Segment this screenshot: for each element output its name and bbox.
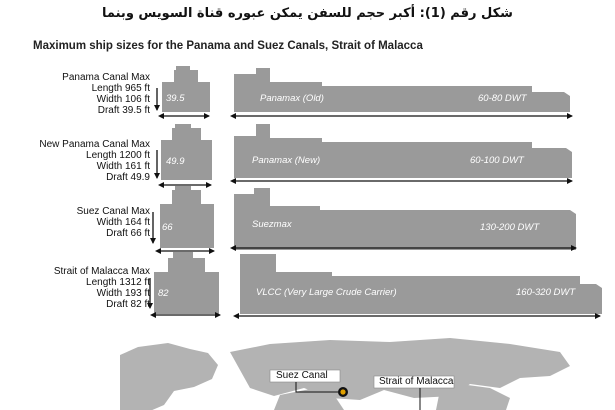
dwt-suez: 130-200 DWT bbox=[480, 222, 540, 233]
label-line: Length 1312 ft bbox=[86, 277, 150, 288]
label-line: Width 161 ft bbox=[96, 161, 150, 172]
draft-value-panama-new: 49.9 bbox=[166, 156, 185, 167]
figure-caption: شكل رقم (1): أكبر حجم للسفن يمكن عبوره قناة السويس وبنما bbox=[102, 6, 513, 21]
ship-name-panama-new: Panamax (New) bbox=[252, 155, 321, 166]
ship-front-view bbox=[162, 66, 210, 112]
label-line: Panama Canal Max bbox=[62, 72, 150, 83]
label-line: Draft 82 ft bbox=[106, 299, 150, 310]
label-line: Draft 39.5 ft bbox=[97, 105, 150, 116]
draft-value-malacca: 82 bbox=[158, 288, 169, 299]
label-line: Width 164 ft bbox=[96, 217, 150, 228]
draft-value-panama-old: 39.5 bbox=[166, 93, 185, 104]
label-line: Width 106 ft bbox=[96, 94, 150, 105]
row-suez bbox=[153, 186, 576, 251]
ship-name-panama-old: Panamax (Old) bbox=[260, 93, 324, 104]
ship-name-malacca: VLCC (Very Large Crude Carrier) bbox=[256, 287, 397, 298]
dwt-malacca: 160-320 DWT bbox=[516, 287, 576, 298]
dwt-panama-old: 60-80 DWT bbox=[478, 93, 527, 104]
ship-side-view bbox=[234, 124, 572, 178]
world-map bbox=[118, 330, 578, 410]
row-malacca bbox=[150, 252, 602, 316]
label-line: Draft 49.9 bbox=[106, 172, 150, 183]
ship-name-suez: Suezmax bbox=[252, 219, 292, 230]
label-line: Length 965 ft bbox=[91, 83, 150, 94]
ship-front-view bbox=[161, 124, 212, 180]
chart-heading: Maximum ship sizes for the Panama and Suez Canals, Strait of Malacca bbox=[33, 40, 423, 52]
label-line: New Panama Canal Max bbox=[39, 139, 150, 150]
ship-side-view bbox=[240, 254, 602, 314]
row-panama-old bbox=[157, 66, 572, 116]
label-line: Suez Canal Max bbox=[76, 206, 150, 217]
draft-value-suez: 66 bbox=[162, 222, 173, 233]
dwt-panama-new: 60-100 DWT bbox=[470, 155, 524, 166]
suez-canal-label: Suez Canal bbox=[276, 370, 328, 381]
label-line: Draft 66 ft bbox=[106, 228, 150, 239]
ship-front-view bbox=[154, 252, 219, 314]
label-line: Length 1200 ft bbox=[86, 150, 150, 161]
label-line: Width 193 ft bbox=[96, 288, 150, 299]
label-line: Strait of Malacca Max bbox=[53, 266, 150, 277]
ship-front-view bbox=[160, 186, 214, 248]
suez-marker-inner bbox=[340, 389, 345, 394]
strait-of-malacca-label: Strait of Malacca bbox=[379, 376, 454, 387]
ship-side-view bbox=[234, 68, 570, 112]
